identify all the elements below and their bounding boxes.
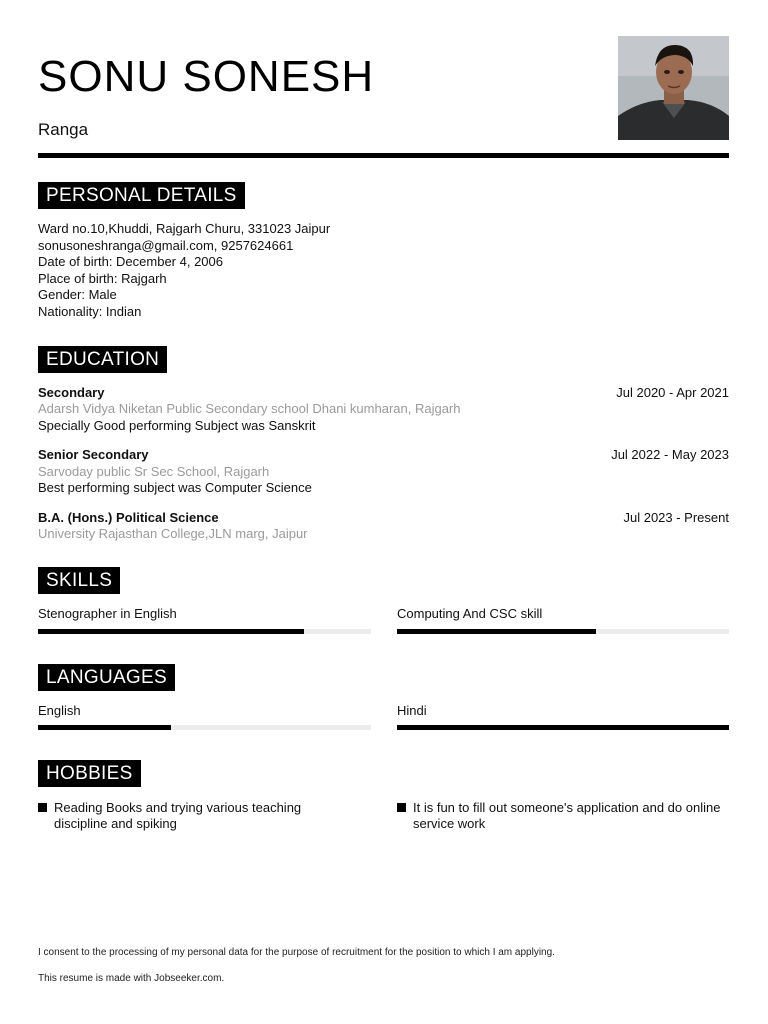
bullet-square-icon	[38, 803, 47, 812]
hobby-item	[38, 800, 358, 832]
personal-gender: Gender: Male	[38, 287, 117, 302]
language-label: English	[38, 703, 81, 718]
consent-note: I consent to the processing of my personal data for the purpose of recruitment for the position to which I am applying.	[38, 947, 555, 958]
education-heading: EDUCATION	[38, 346, 167, 373]
personal-address: Ward no.10,Khuddi, Rajgarh Churu, 331023 Jaipur	[38, 221, 331, 236]
candidate-name: SONU SONESH	[38, 52, 375, 101]
resume-credit: This resume is made with Jobseeker.com.	[38, 973, 225, 984]
education-item-institution: Adarsh Vidya Niketan Public Secondary school Dhani kumharan, Rajgarh	[38, 401, 461, 416]
language-label: Hindi	[397, 703, 427, 718]
education-item-date: Jul 2022 - May 2023	[611, 447, 729, 462]
education-item-date: Jul 2023 - Present	[623, 510, 729, 525]
education-item-date: Jul 2020 - Apr 2021	[616, 385, 729, 400]
skill-level-bar	[38, 629, 371, 634]
education-item-description: Specially Good performing Subject was Sanskrit	[38, 418, 316, 433]
language-level-bar	[397, 725, 729, 730]
skill-label: Stenographer in English	[38, 606, 177, 621]
personal-nationality: Nationality: Indian	[38, 304, 142, 319]
hobby-text: It is fun to fill out someone's application and do online service work	[413, 800, 721, 831]
candidate-subtitle: Ranga	[38, 120, 89, 139]
skills-heading: SKILLS	[38, 567, 120, 594]
personal-contact: sonusoneshranga@gmail.com, 9257624661	[38, 238, 294, 253]
language-level-fill	[397, 725, 729, 730]
hobbies-heading: HOBBIES	[38, 760, 141, 787]
hobby-item	[397, 800, 729, 832]
hobby-text: Reading Books and trying various teaching discipline and spiking	[54, 800, 302, 831]
languages-heading: LANGUAGES	[38, 664, 175, 691]
profile-photo	[618, 36, 729, 140]
education-item-institution: Sarvoday public Sr Sec School, Rajgarh	[38, 464, 270, 479]
skill-level-bar	[397, 629, 729, 634]
profile-photo-image	[618, 36, 729, 140]
skill-label: Computing And CSC skill	[397, 606, 543, 621]
education-item-description: Best performing subject was Computer Science	[38, 480, 312, 495]
skill-level-fill	[397, 629, 596, 634]
language-level-fill	[38, 725, 171, 730]
personal-birth-place: Place of birth: Rajgarh	[38, 271, 167, 286]
education-item-institution: University Rajasthan College,JLN marg, Jaipur	[38, 526, 308, 541]
skill-level-fill	[38, 629, 304, 634]
bullet-square-icon	[397, 803, 406, 812]
header-divider	[38, 153, 729, 158]
education-item-degree: B.A. (Hons.) Political Science	[38, 510, 219, 525]
personal-details-heading: PERSONAL DETAILS	[38, 182, 245, 209]
education-item-degree: Secondary	[38, 385, 105, 400]
language-level-bar	[38, 725, 371, 730]
education-item-degree: Senior Secondary	[38, 447, 149, 462]
personal-birth-date: Date of birth: December 4, 2006	[38, 254, 223, 269]
